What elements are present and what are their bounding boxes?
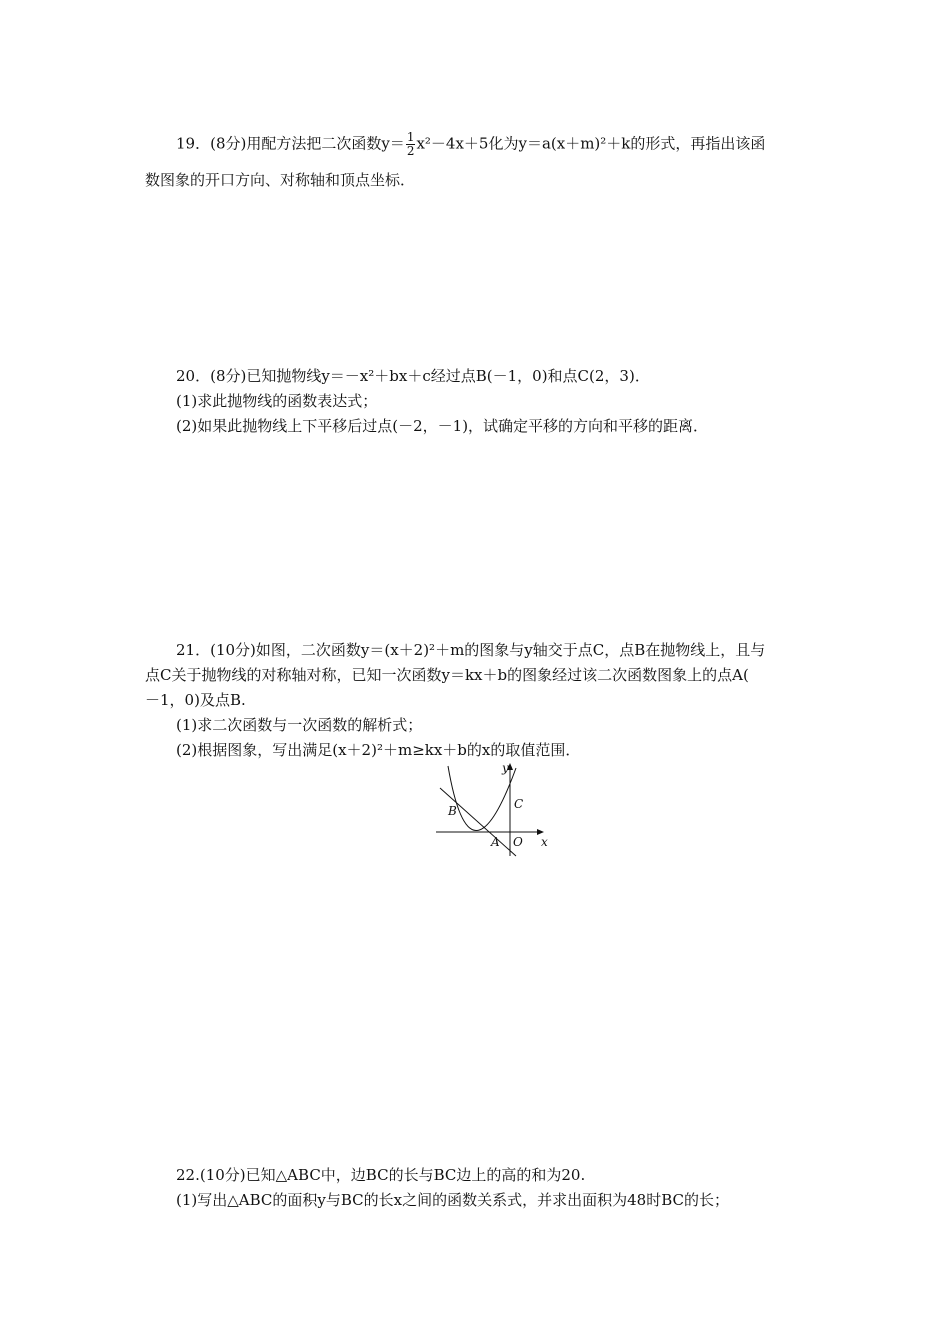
- q21-line2: 点C关于抛物线的对称轴对称，已知一次函数y＝kx＋b的图象经过该二次函数图象上的点A(: [145, 666, 749, 684]
- q21-line1: 21．(10分)如图，二次函数y＝(x＋2)²＋m的图象与y轴交于点C，点B在抛物线上，且与: [176, 641, 766, 659]
- linear-function-line: [440, 788, 516, 856]
- q22-line2: (1)写出△ABC的面积y与BC的长x之间的函数关系式，并求出面积为48时BC的长；: [176, 1191, 729, 1209]
- point-label-c: C: [514, 797, 524, 811]
- axis-label-y: y: [502, 761, 509, 775]
- axis-label-x: x: [541, 835, 548, 849]
- q19-text-part2: x²－4x＋5化为y＝a(x＋m)²＋k的形式，再指出该函: [416, 134, 766, 153]
- q20-line2: (1)求此抛物线的函数表达式；: [176, 392, 378, 410]
- q19-line1: [176, 131, 765, 158]
- q21-line4: (1)求二次函数与一次函数的解析式；: [176, 716, 423, 734]
- q21-line3: －1，0)及点B.: [145, 691, 246, 709]
- q21-line5: (2)根据图象，写出满足(x＋2)²＋m≥kx＋b的x的取值范围．: [176, 741, 581, 759]
- q19-fraction-numerator: 1: [406, 130, 415, 144]
- q20-line1: 20．(8分)已知抛物线y＝－x²＋bx＋c经过点B(－1，0)和点C(2，3)．: [176, 367, 650, 385]
- parabola-curve: [448, 766, 516, 831]
- q19-line2: 数图象的开口方向、对称轴和顶点坐标．: [145, 171, 416, 189]
- q20-line3: (2)如果此抛物线上下平移后过点(－2，－1)，试确定平移的方向和平移的距离．: [176, 417, 709, 435]
- q19-text-part1: 19．(8分)用配方法把二次函数y＝: [176, 134, 405, 153]
- q22-line1: 22.(10分)已知△ABC中，边BC的长与BC边上的高的和为20.: [176, 1166, 586, 1184]
- origin-label: O: [513, 835, 523, 849]
- point-label-a: A: [491, 835, 500, 849]
- q19-fraction: [406, 131, 416, 158]
- parabola-figure: [432, 760, 557, 860]
- q19-fraction-denominator: 2: [406, 144, 415, 158]
- point-label-b: B: [448, 804, 457, 818]
